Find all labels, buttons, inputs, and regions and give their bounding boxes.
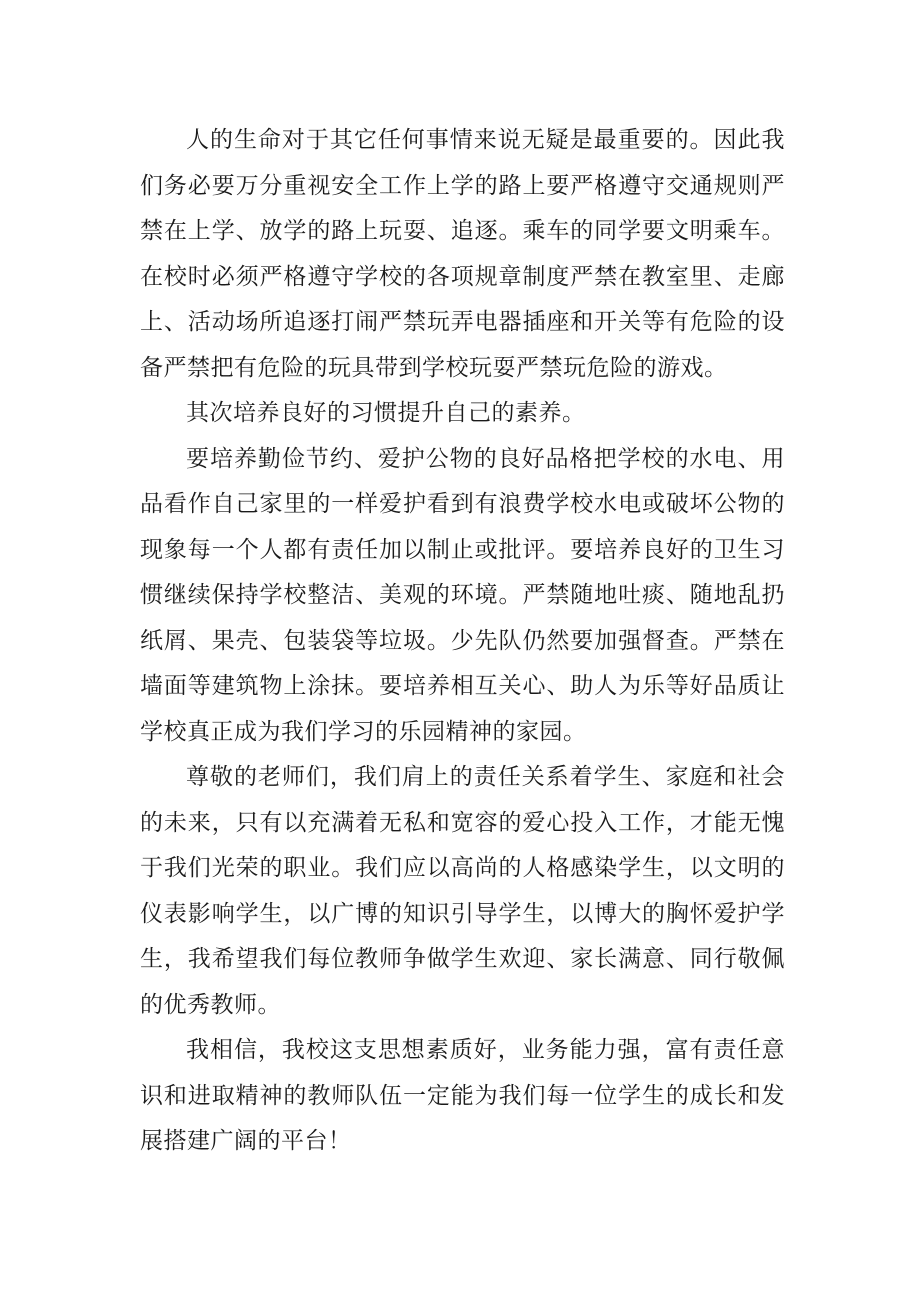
paragraph-teachers: 尊敬的老师们，我们肩上的责任关系着学生、家庭和社会的未来，只有以充满着无私和宽容的爱心投入工作，才能无愧于我们光荣的职业。我们应以高尚的人格感染学生，以文明的仪表影响学生，以广博的知识引导学生，以博大的胸怀爱护学生，我希望我们每位教师争做学生欢迎、家长满意、同行敬佩的优秀教师。: [140, 764, 785, 1018]
document-body: [140, 118, 785, 1165]
paragraph-safety: 人的生命对于其它任何事情来说无疑是最重要的。因此我们务必要万分重视安全工作上学的路上要严格遵守交通规则严禁在上学、放学的路上玩耍、追逐。乘车的同学要文明乘车。在校时必须严格遵守学校的各项规章制度严禁在教室里、走廊上、活动场所追逐打闹严禁玩弄电器插座和开关等有危险的设备严禁把有危险的玩具带到学校玩耍严禁玩危险的游戏。: [140, 127, 785, 381]
paragraph-habits-heading: 其次培养良好的习惯提升自己的素养。: [186, 400, 586, 426]
paragraph-closing: 我相信，我校这支思想素质好，业务能力强，富有责任意识和进取精神的教师队伍一定能为我们每一位学生的成长和发展搭建广阔的平台！: [140, 1037, 785, 1154]
paragraph-habits: 要培养勤俭节约、爱护公物的良好品格把学校的水电、用品看作自己家里的一样爱护看到有浪费学校水电或破坏公物的现象每一个人都有责任加以制止或批评。要培养良好的卫生习惯继续保持学校整洁、美观的环境。严禁随地吐痰、随地乱扔纸屑、果壳、包装袋等垃圾。少先队仍然要加强督查。严禁在墙面等建筑物上涂抹。要培养相互关心、助人为乐等好品质让学校真正成为我们学习的乐园精神的家园。: [140, 445, 785, 745]
